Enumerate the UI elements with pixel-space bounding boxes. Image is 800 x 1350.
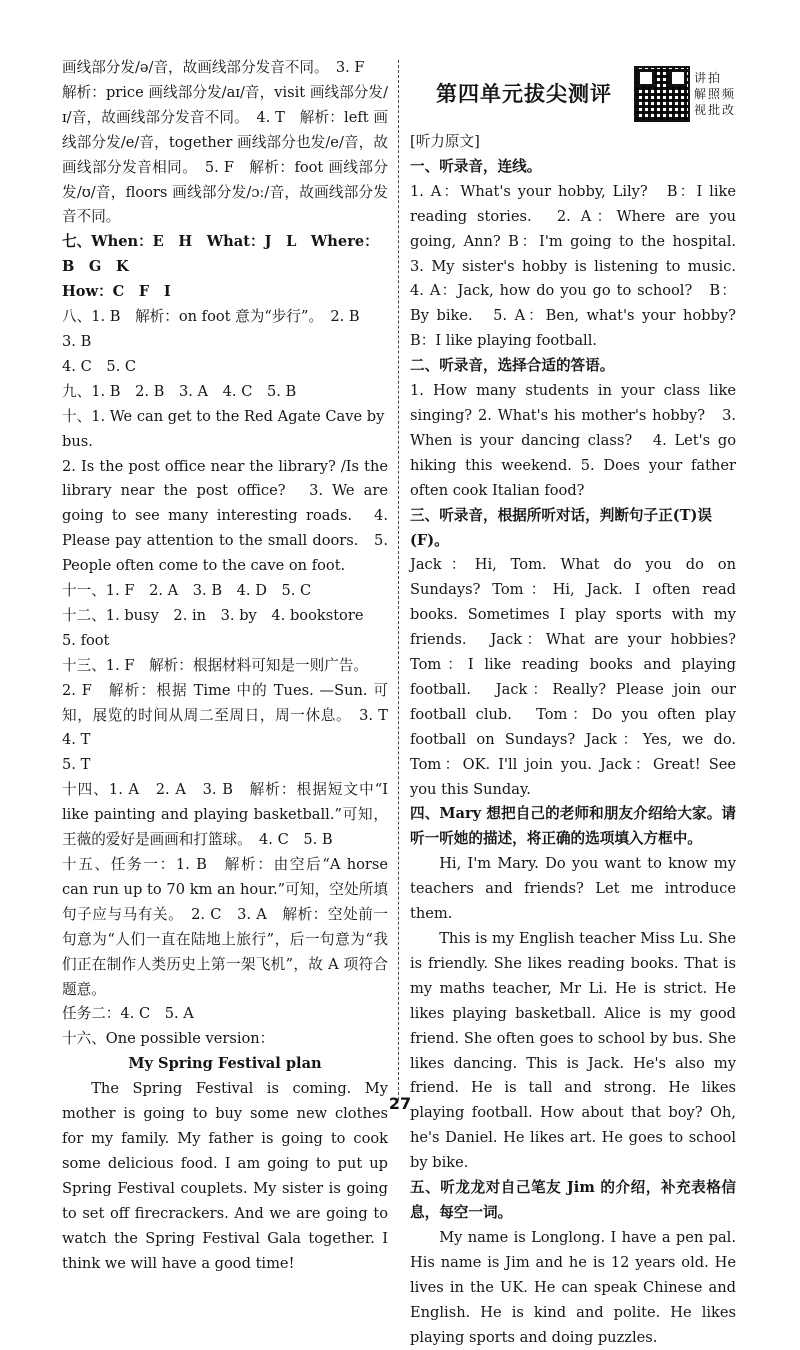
answer-line: 十四、1. A 2. A 3. B 解析：根据短文中“I like painting and playing basketball.”可知，王薇的爱好是画画和打篮球。 4. C 5. B bbox=[62, 781, 388, 849]
essay-body: The Spring Festival is coming. My mother is going to buy some new clothes for my family. My father is going to cook some delicious food. I am going to put up Spring Festival couplets. My sister is going to set off firecrackers. And we are going to watch the Spring Festival Gala together. I think we will have a good time! bbox=[62, 1080, 388, 1272]
unit-header bbox=[410, 58, 736, 130]
qr-label: 批 bbox=[708, 103, 721, 117]
qr-code-icon[interactable] bbox=[634, 66, 690, 122]
section-title: 五、听龙龙对自己笔友 Jim 的介绍，补充表格信息，每空一词。 bbox=[410, 1179, 736, 1221]
answer-line: 九、1. B 2. B 3. A 4. C 5. B bbox=[62, 382, 297, 400]
answer-line: 2. Is the post office near the library? /Is the library near the post office? 3. We are going to see many interesting roads. 4. Please pay attention to the small doors. 5. People often come to the cave on foot. bbox=[62, 457, 388, 575]
answer-line: 5. T bbox=[62, 756, 91, 774]
column-divider bbox=[398, 60, 399, 1100]
qr-label: 解 bbox=[694, 87, 707, 101]
qr-block bbox=[634, 66, 736, 122]
section-text: This is my English teacher Miss Lu. She is friendly. She likes reading books. That is my maths teacher, Mr Li. He is strict. He likes playing basketball. Alice is my good friend. She often goes to school by bus. She likes dancing. This is Jack. He's also my friend. He is tall and strong. He likes playing football. How about that boy? Oh, he's Daniel. He likes art. He goes to school by bike. bbox=[410, 930, 736, 1172]
answer-line: 八、1. B 解析：on foot 意为“步行”。 2. B 3. B bbox=[62, 308, 375, 350]
answer-line: 十二、1. busy 2. in 3. by 4. bookstore 5. foot bbox=[62, 606, 379, 649]
section-title: 一、听录音，连线。 bbox=[410, 157, 542, 175]
answer-line: How：C F I bbox=[62, 283, 171, 301]
section-title: 四、Mary 想把自己的老师和朋友介绍给大家。请听一听她的描述，将正确的选项填入方框中。 bbox=[410, 805, 736, 848]
answer-line: 2. F 解析：根据 Time 中的 Tues. —Sun. 可知，展览的时间从周二至周日，周一休息。 3. T 4. T bbox=[62, 681, 403, 749]
answer-line: 七、When：E H What：J L Where：B G K bbox=[62, 233, 379, 276]
section-text: 1. How many students in your class like singing? 2. What's his mother's hobby? 3. When is your dancing class? 4. Let's go hiking this weekend. 5. Does your father often cook Italian food? bbox=[410, 382, 736, 499]
qr-labels-b bbox=[722, 86, 736, 118]
section-text: Jack：Hi, Tom. What do you do on Sundays? Tom：Hi, Jack. I often read books. Sometimes I play sports with my friends. Jack：What are your hobbies? Tom：I like reading books and playing football. Jack：Really? Please join our football club. Tom：Do you often play football on Sundays? Jack：Yes, we do. Tom：OK. I'll join you. Jack：Great! See you this Sunday. bbox=[410, 556, 751, 798]
essay-title: My Spring Festival plan bbox=[128, 1055, 322, 1073]
answer-line: 十六、One possible version： bbox=[62, 1030, 275, 1048]
qr-label: 改 bbox=[722, 103, 735, 117]
answer-line: 十五、任务一：1. B 解析：由空后“A horse can run up to 70 km an hour.”可知，空处所填句子应与马有关。 2. C 3. A 解析：空处前一句意为“人们一直在陆地上旅行”，后一句意为“我们正在制作人类历史上第一架飞机”，故 A 项符合题意。 bbox=[62, 856, 388, 998]
qr-label: 拍 bbox=[708, 71, 721, 85]
listening-label: [听力原文] bbox=[410, 133, 480, 150]
answer-line: 4. C 5. C bbox=[62, 357, 137, 375]
answer-line: 解析：price 画线部分发/aɪ/音，visit 画线部分发/ɪ/音，故画线部分发音不同。 4. T 解析：left 画线部分发/e/音，together 画线部分也发/e/音，故画线部分发音相同。 5. F 解析：foot 画线部分发/ʊ/音，floors 画线部分发/ɔː/音，故画线部分发音不同。 bbox=[62, 83, 388, 226]
page-number: 27 bbox=[388, 1094, 412, 1113]
answer-line: 十三、1. F 解析：根据材料可知是一则广告。 bbox=[62, 656, 368, 674]
section-title: 三、听录音，根据所听对话，判断句子正(T)误(F)。 bbox=[410, 506, 712, 549]
answer-line: 画线部分发/ə/音，故画线部分发音不同。 3. F bbox=[62, 59, 365, 76]
qr-label: 视 bbox=[694, 103, 707, 117]
answer-line: 十一、1. F 2. A 3. B 4. D 5. C bbox=[62, 582, 312, 600]
unit-title: 第四单元拔尖测评 bbox=[436, 81, 612, 106]
answer-line: 十、1. We can get to the Red Agate Cave by bus. bbox=[62, 407, 385, 450]
answer-line: 任务二：4. C 5. A bbox=[62, 1005, 194, 1023]
qr-label: 讲 bbox=[694, 71, 707, 85]
section-text: 1. A：What's your hobby, Lily? B：I like reading stories. 2. A：Where are you going, Ann? B：I'm going to the hospital. 3. My sister's hobby is listening to music. 4. A：Jack, how do you go to school? B：By bike. 5. A：Ben, what's your hobby? B：I like playing football. bbox=[410, 182, 751, 350]
qr-label: 照 bbox=[708, 87, 721, 101]
section-text: Hi, I'm Mary. Do you want to know my teachers and friends? Let me introduce them. bbox=[410, 855, 736, 923]
section-title: 二、听录音，选择合适的答语。 bbox=[410, 357, 615, 375]
qr-labels bbox=[694, 70, 722, 118]
section-text: My name is Longlong. I have a pen pal. His name is Jim and he is 12 years old. He lives in the UK. He can speak Chinese and English. He is kind and polite. He likes playing sports and doing puzzles. bbox=[410, 1228, 736, 1346]
right-column bbox=[410, 56, 751, 1350]
qr-label: 频 bbox=[722, 87, 735, 101]
